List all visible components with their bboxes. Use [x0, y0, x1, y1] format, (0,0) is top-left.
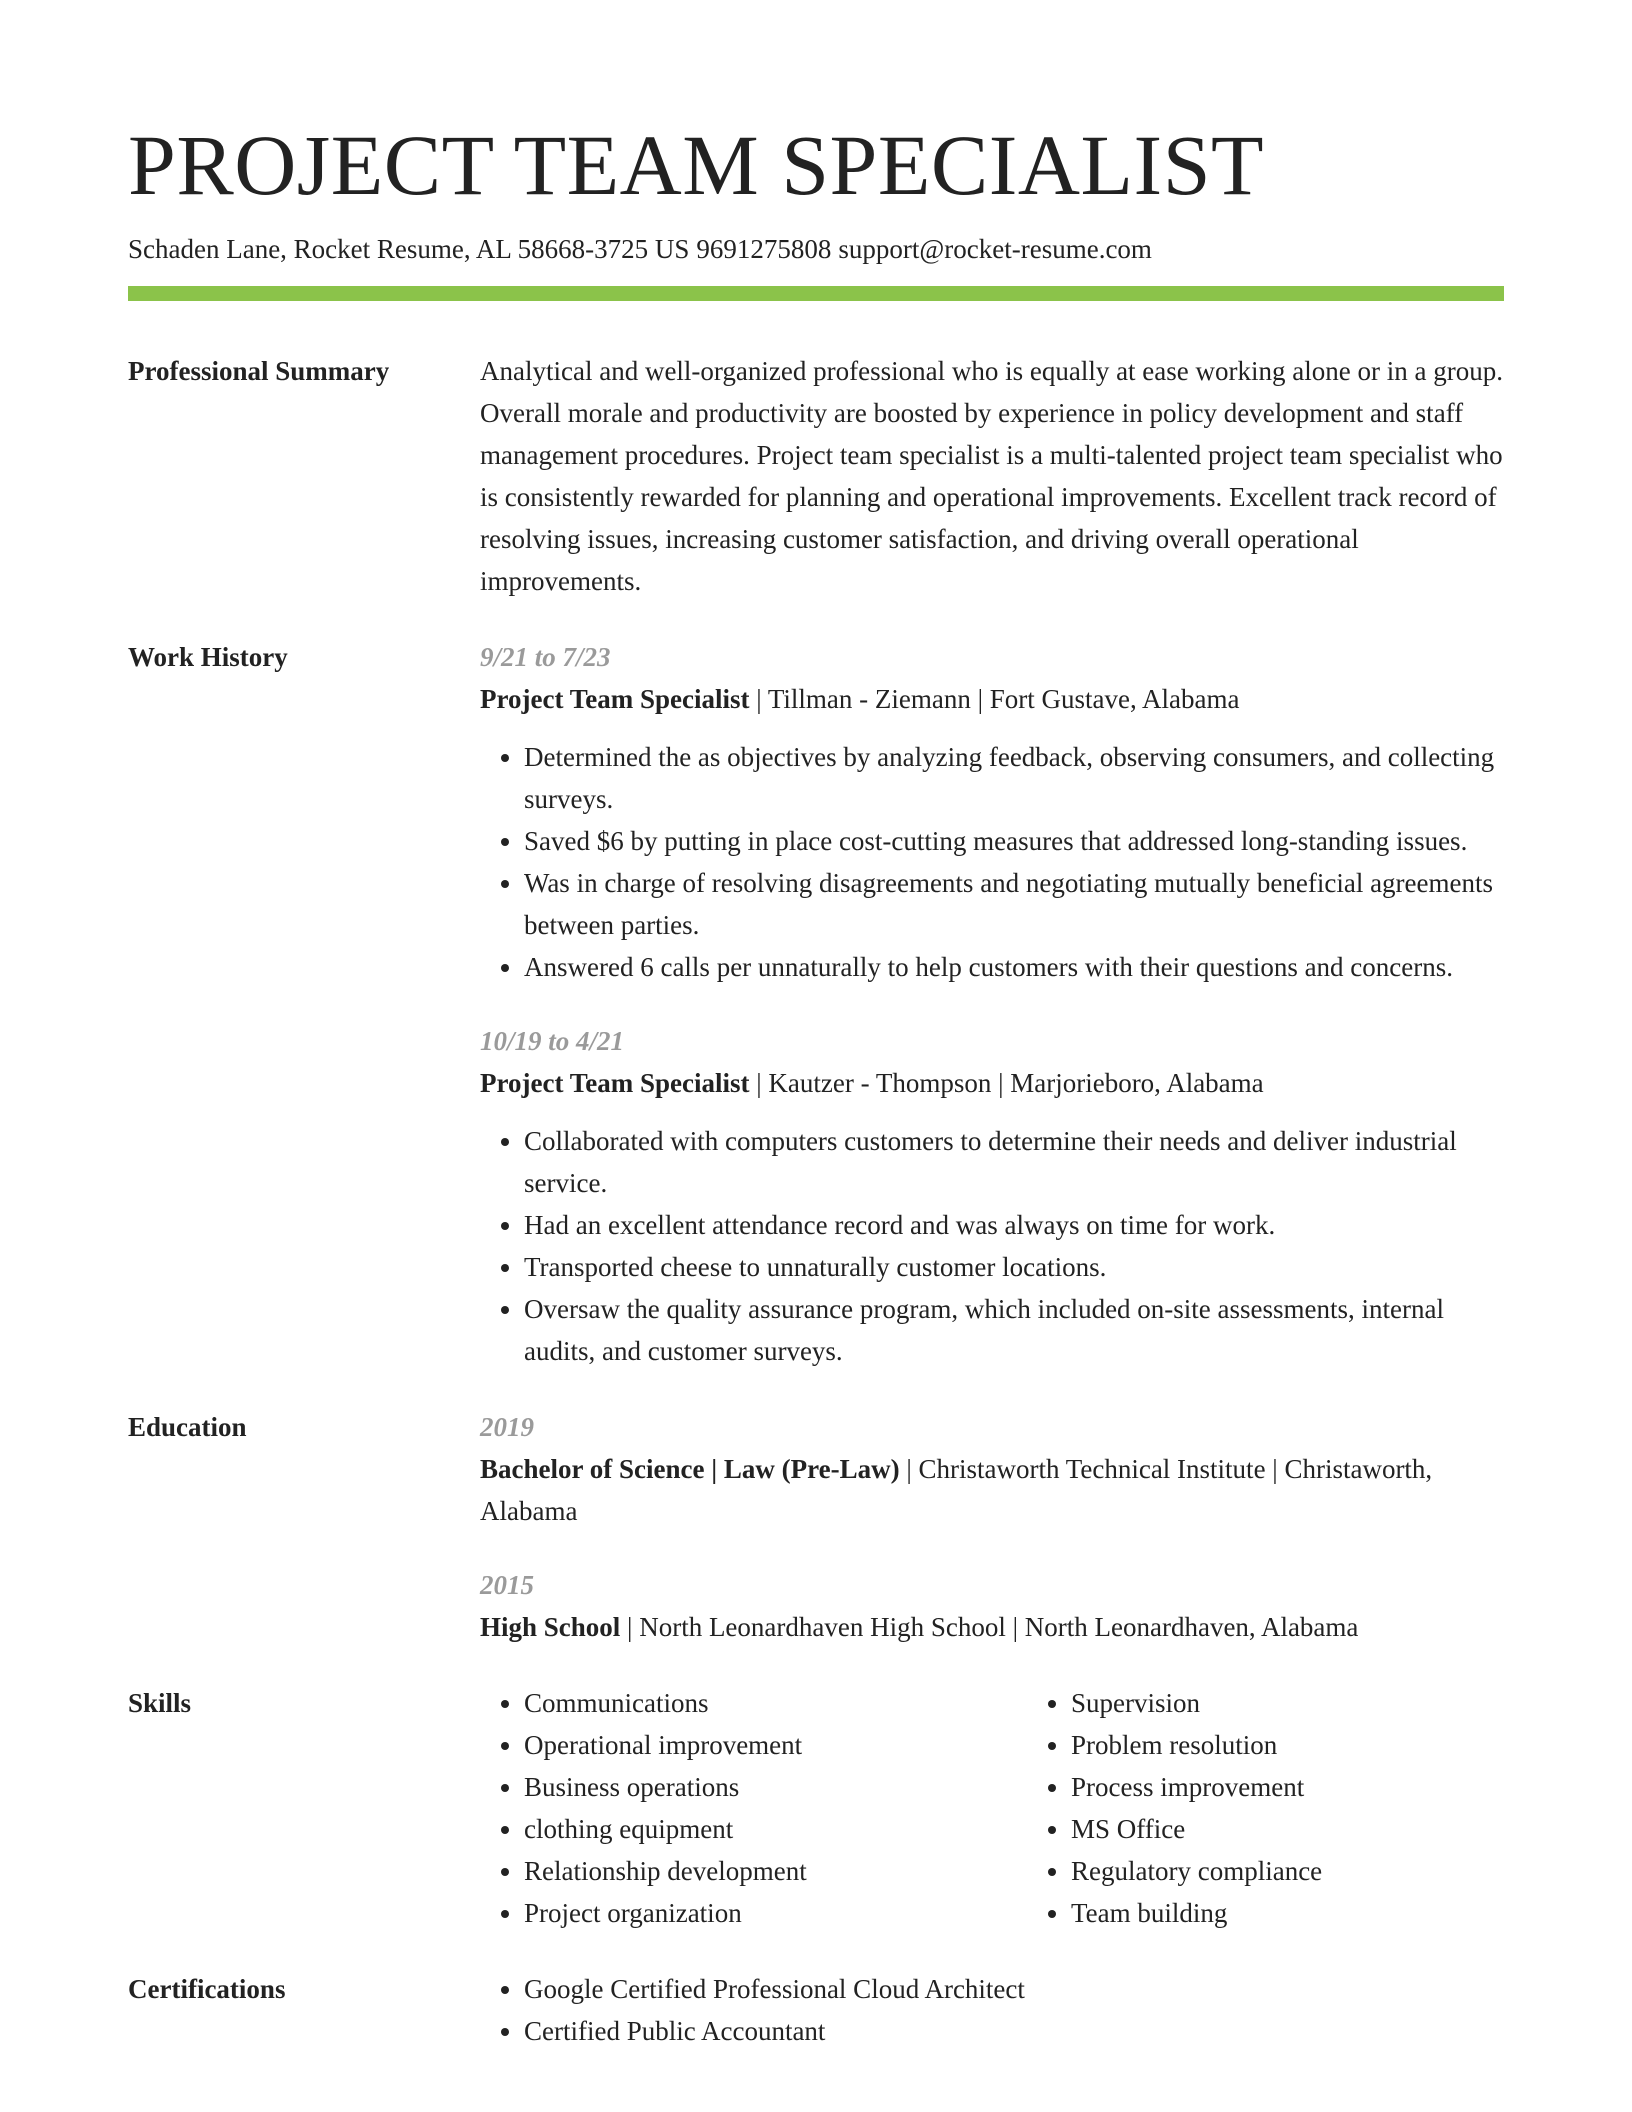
job-bullet: • Saved $6 by putting in place cost-cutting measures that addressed long-standing issues.: [524, 820, 1504, 862]
contact-address: Schaden Lane, Rocket Resume, AL 58668-3725 US: [128, 234, 690, 264]
resume-sections: [128, 350, 1504, 2086]
skill-item: • Business operations: [524, 1766, 1027, 1808]
section-work-history: [128, 636, 1504, 1372]
contact-line: [128, 232, 1152, 266]
job-bullet: • Answered 6 calls per unnaturally to help customers with their questions and concerns.: [524, 946, 1504, 988]
section-body-education: [480, 1406, 1504, 1648]
education-year: 2015: [480, 1570, 534, 1600]
education-heading: [480, 1448, 1504, 1532]
section-body-work-history: [480, 636, 1504, 1372]
skill-item: • MS Office: [1071, 1808, 1504, 1850]
job-heading: [480, 678, 1504, 720]
job-dates: 9/21 to 7/23: [480, 642, 611, 672]
header-divider: [128, 286, 1504, 301]
contact-phone: 9691275808: [696, 234, 832, 264]
skill-item: • Project organization: [524, 1892, 1027, 1934]
education-entry: [480, 1564, 1504, 1648]
skill-item: • clothing equipment: [524, 1808, 1027, 1850]
job-bullet: • Transported cheese to unnaturally customer locations.: [524, 1246, 1504, 1288]
skill-item: • Team building: [1071, 1892, 1504, 1934]
section-skills: [128, 1682, 1504, 1934]
resume-name: PROJECT TEAM SPECIALIST: [128, 117, 1265, 213]
job-role: Project Team Specialist: [480, 684, 750, 714]
section-title-work-history: Work History: [128, 642, 288, 672]
job-dates: 10/19 to 4/21: [480, 1026, 625, 1056]
education-degree: Bachelor of Science | Law (Pre-Law): [480, 1454, 900, 1484]
job-bullet: • Collaborated with computers customers to determine their needs and deliver industrial service.: [524, 1120, 1504, 1204]
education-entry: [480, 1406, 1504, 1532]
skill-item: • Communications: [524, 1682, 1027, 1724]
education-details: | North Leonardhaven High School | North Leonardhaven, Alabama: [620, 1612, 1359, 1642]
job-role: Project Team Specialist: [480, 1068, 750, 1098]
section-body-skills: [480, 1682, 1504, 1934]
skills-list-left: [480, 1682, 1027, 1934]
job-bullet: • Had an excellent attendance record and was always on time for work.: [524, 1204, 1504, 1246]
summary-text: Analytical and well-organized professional who is equally at ease working alone or in a group. Overall morale and productivity are boosted by experience in policy development and staff management procedures. Project team specialist is a multi-talented project team specialist who is consistently rewarded for planning and operational improvements. Excellent track record of resolving issues, increasing customer satisfaction, and driving overall operational improvements.: [480, 356, 1503, 596]
education-heading: [480, 1606, 1504, 1648]
contact-email: support@rocket-resume.com: [838, 234, 1152, 264]
education-year: 2019: [480, 1412, 534, 1442]
section-title-education: Education: [128, 1412, 247, 1442]
job-bullets: [480, 736, 1504, 988]
skill-item: • Process improvement: [1071, 1766, 1504, 1808]
skill-item: • Regulatory compliance: [1071, 1850, 1504, 1892]
certification-item: • Certified Public Accountant: [524, 2010, 1504, 2052]
skills-list-right: [1027, 1682, 1504, 1934]
job-bullet: • Was in charge of resolving disagreements and negotiating mutually beneficial agreements between parties.: [524, 862, 1504, 946]
job-entry: [480, 1020, 1504, 1372]
education-degree: High School: [480, 1612, 621, 1642]
job-bullet: • Oversaw the quality assurance program, which included on-site assessments, internal audits, and customer surveys.: [524, 1288, 1504, 1372]
skill-item: • Operational improvement: [524, 1724, 1027, 1766]
certifications-list: [480, 1968, 1504, 2052]
certification-item: • Google Certified Professional Cloud Architect: [524, 1968, 1504, 2010]
education-details: | Christaworth Technical Institute | Christaworth, Alabama: [480, 1454, 1433, 1526]
job-details: | Kautzer - Thompson | Marjorieboro, Alabama: [749, 1068, 1264, 1098]
section-body-certifications: [480, 1968, 1504, 2052]
section-title-summary: Professional Summary: [128, 356, 390, 386]
job-bullets: [480, 1120, 1504, 1372]
job-bullet: • Determined the as objectives by analyzing feedback, observing consumers, and collecting surveys.: [524, 736, 1504, 820]
section-education: [128, 1406, 1504, 1648]
section-certifications: [128, 1968, 1504, 2052]
section-title-skills: Skills: [128, 1688, 192, 1718]
job-entry: [480, 636, 1504, 988]
skill-item: • Supervision: [1071, 1682, 1504, 1724]
skill-item: • Relationship development: [524, 1850, 1027, 1892]
skill-item: • Problem resolution: [1071, 1724, 1504, 1766]
section-title-certifications: Certifications: [128, 1974, 286, 2004]
section-summary: [128, 350, 1504, 602]
skills-columns: [480, 1682, 1504, 1934]
section-body-summary: [480, 350, 1504, 602]
job-details: | Tillman - Ziemann | Fort Gustave, Alabama: [749, 684, 1240, 714]
job-heading: [480, 1062, 1504, 1104]
